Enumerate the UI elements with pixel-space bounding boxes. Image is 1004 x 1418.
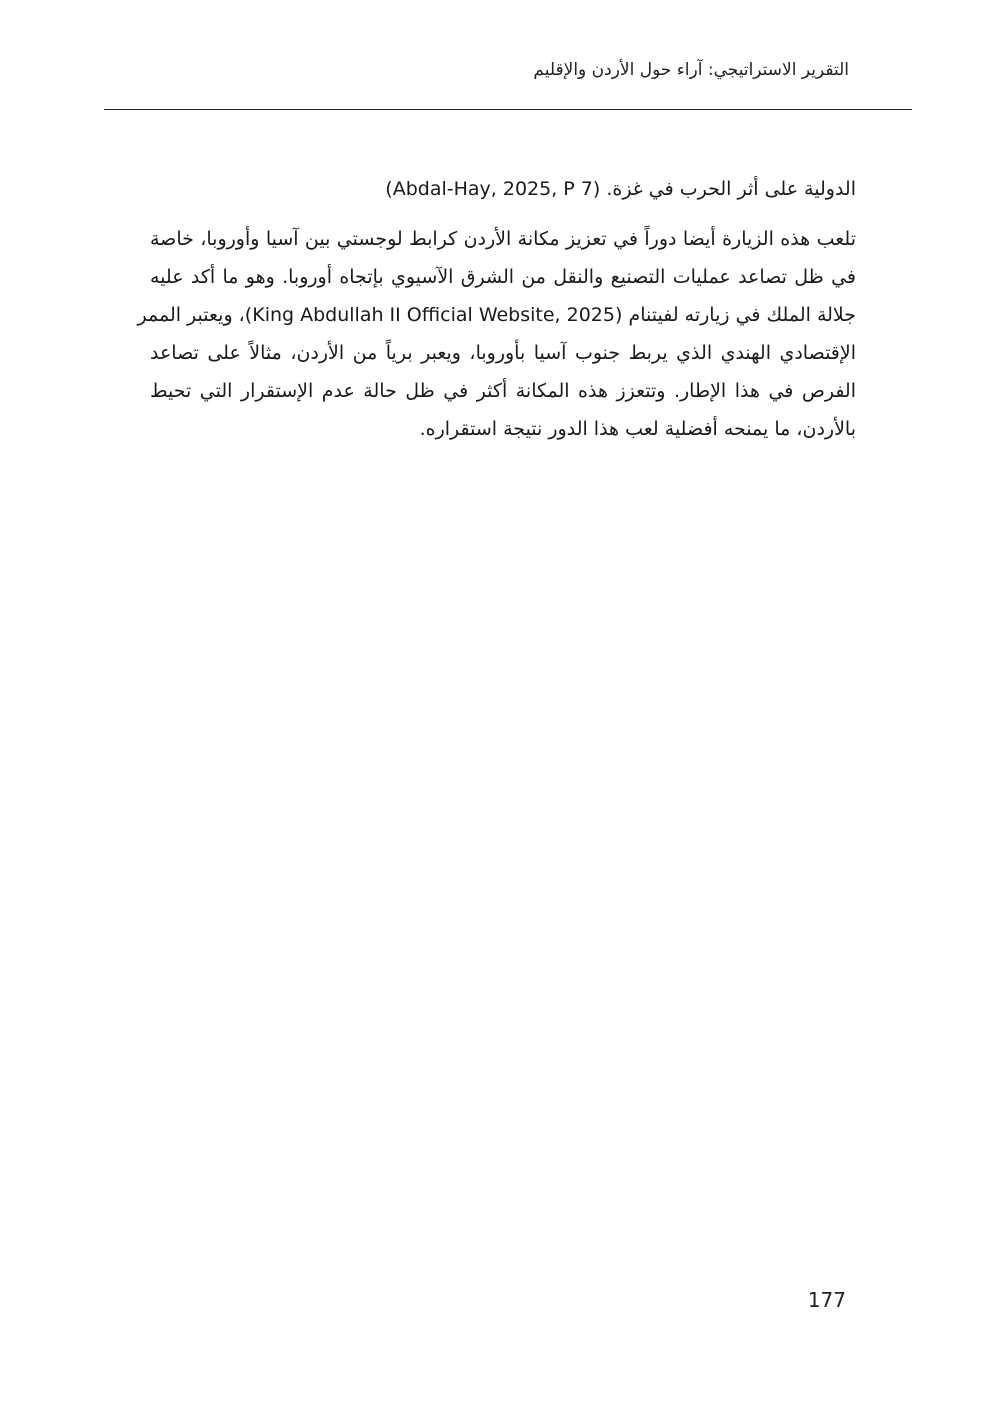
paragraph-line: بالأردن، ما يمنحه أفضلية لعب هذا الدور نتيجة استقراره. [419, 418, 856, 440]
main-paragraph [137, 220, 856, 448]
paragraph-line: في ظل تصاعد عمليات التصنيع والنقل من الشرق الآسيوي بإتجاه أوروبا. وهو ما أكد عليه [150, 266, 856, 288]
paragraph-line: تلعب هذه الزيارة أيضا دوراً في تعزيز مكانة الأردن كرابط لوجستي بين آسيا وأوروبا، خاصة [150, 228, 856, 250]
running-header-title: التقرير الاستراتيجي: آراء حول الأردن والإقليم [533, 60, 849, 80]
page-number: 177 [807, 1288, 846, 1312]
continued-paragraph: الدولية على أثر الحرب في غزة. (Abdal-Hay, 2025, P 7) [385, 178, 856, 200]
header-divider [104, 109, 912, 110]
paragraph-line: الفرص في هذا الإطار. وتتعزز هذه المكانة أكثر في ظل حالة عدم الإستقرار التي تحيط [150, 380, 856, 402]
body-text [137, 170, 856, 448]
paragraph-line: الإقتصادي الهندي الذي يربط جنوب آسيا بأوروبا، ويعبر برياً من الأردن، مثالاً على تصاعد [150, 342, 856, 364]
paragraph-line: جلالة الملك في زيارته لفيتنام (King Abdullah II Official Website, 2025)، ويعتبر الممر [137, 304, 856, 326]
